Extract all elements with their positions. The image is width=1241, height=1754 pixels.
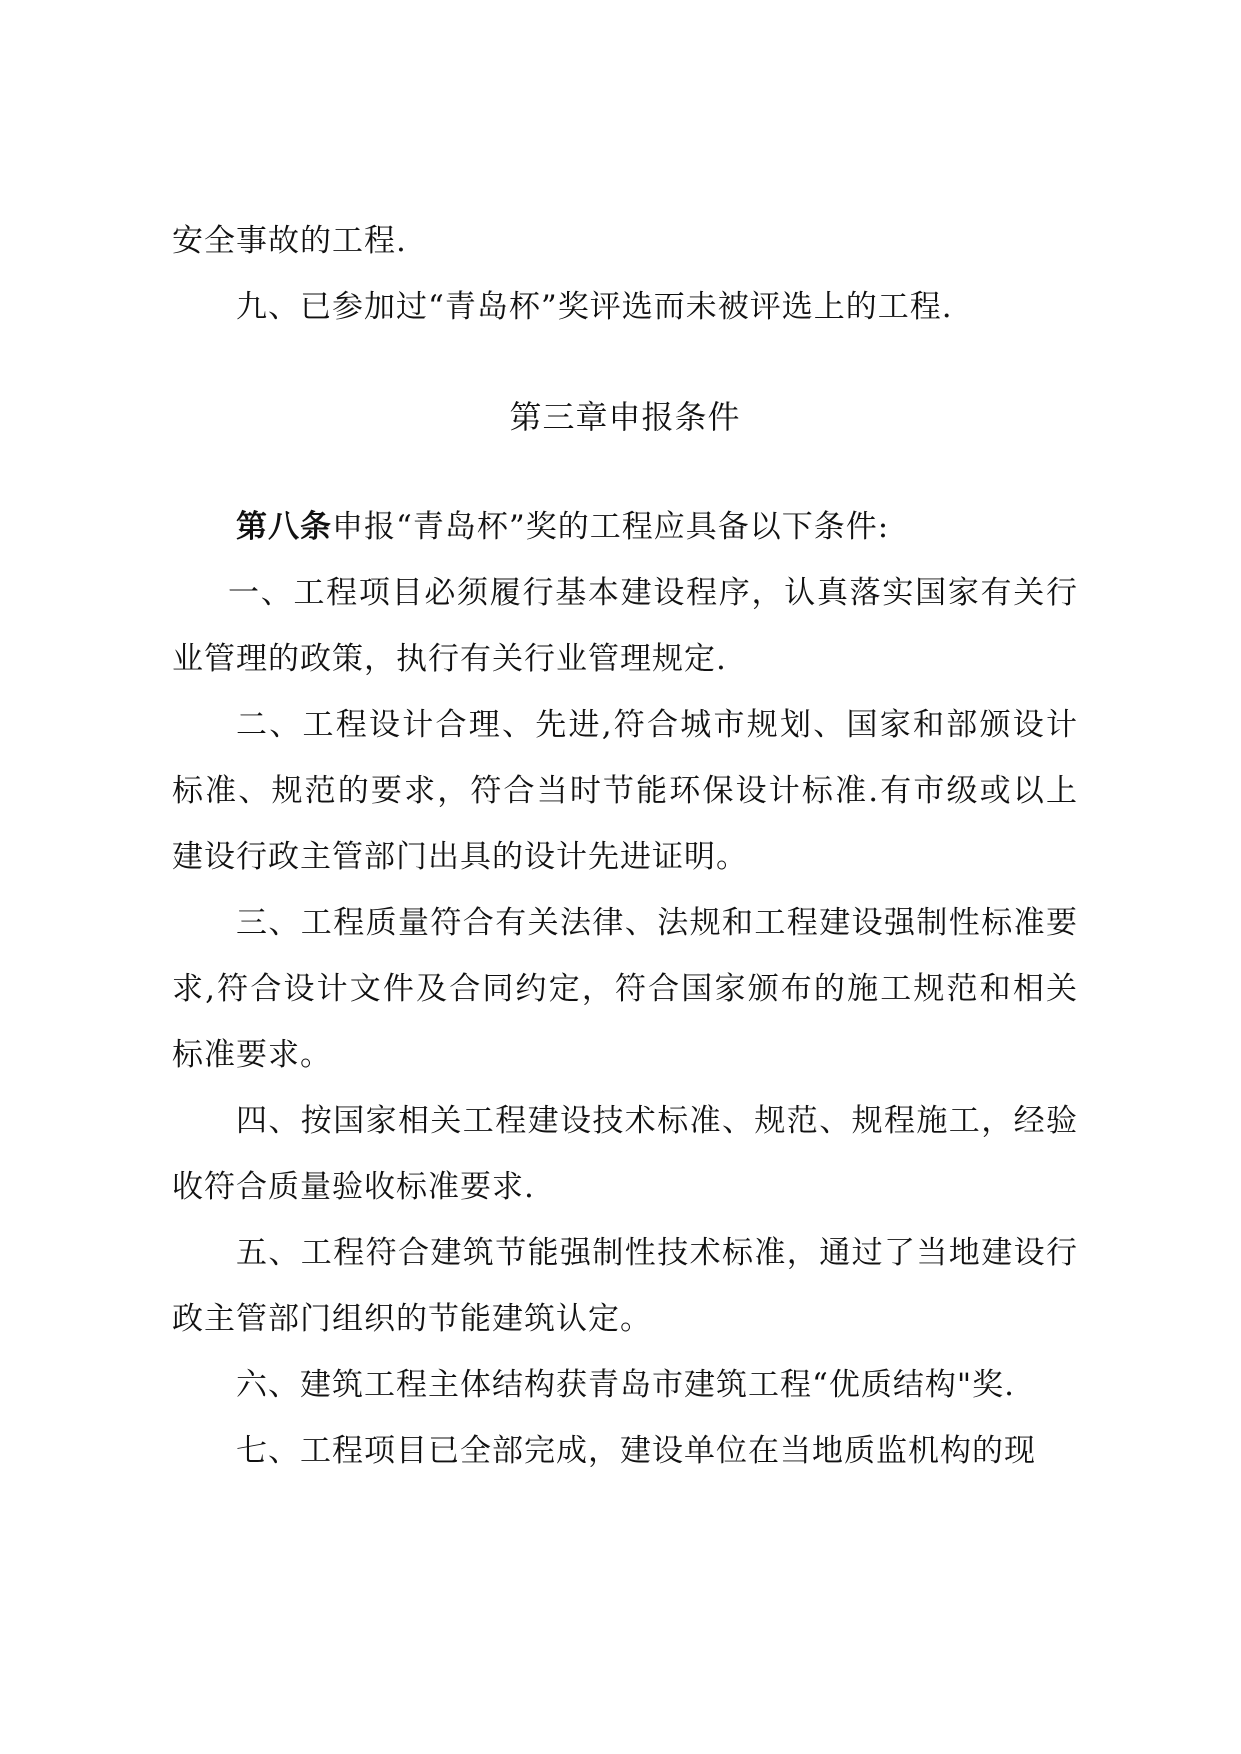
article-label: 第八条 xyxy=(236,509,332,545)
article-text: 申报“青岛杯”奖的工程应具备以下条件: xyxy=(332,509,890,545)
list-item-seven: 七、工程项目已全部完成，建设单位在当地质监机构的现 xyxy=(236,1433,1036,1469)
list-item-five: 五、工程符合建筑节能强制性技术标准，通过了当地建设行政主管部门组织的节能建筑认定。 xyxy=(172,1235,1078,1337)
paragraph-item-nine: 九、已参加过“青岛杯”奖评选而未被评选上的工程. xyxy=(236,289,953,325)
list-item-two: 二、工程设计合理、先进,符合城市规划、国家和部颁设计标准、规范的要求，符合当时节能环保设计标准.有市级或以上建设行政主管部门出具的设计先进证明。 xyxy=(172,707,1078,875)
chapter-title: 第三章申报条件 xyxy=(509,398,741,436)
document-body xyxy=(172,208,1078,1484)
list-item-six: 六、建筑工程主体结构获青岛市建筑工程“优质结构"奖. xyxy=(236,1367,1015,1403)
list-item-three: 三、工程质量符合有关法律、法规和工程建设强制性标准要求,符合设计文件及合同约定，符合国家颁布的施工规范和相关标准要求。 xyxy=(172,905,1078,1073)
list-item-four: 四、按国家相关工程建设技术标准、规范、规程施工，经验收符合质量验收标准要求. xyxy=(172,1103,1078,1205)
list-item-one: 一、工程项目必须履行基本建设程序，认真落实国家有关行业管理的政策，执行有关行业管理规定. xyxy=(172,575,1078,677)
article-eight xyxy=(172,494,1078,560)
paragraph-continuation: 安全事故的工程. xyxy=(172,223,407,259)
